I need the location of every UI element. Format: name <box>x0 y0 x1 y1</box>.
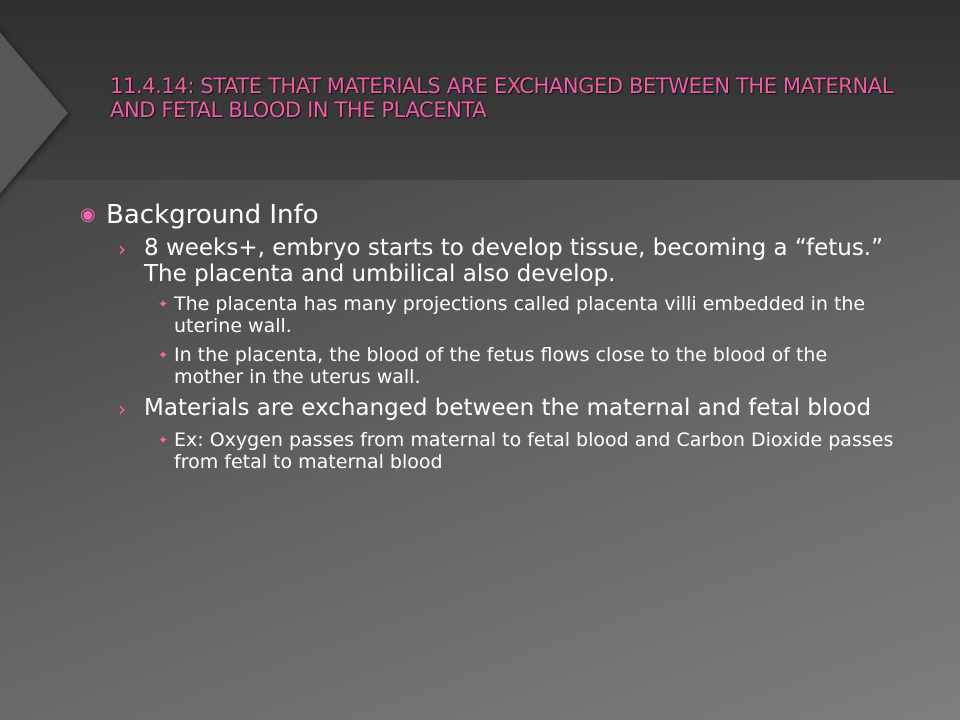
title-arrow-decoration <box>0 18 68 208</box>
heading-bullet <box>80 198 920 232</box>
diamond-icon: ✦ <box>158 348 169 362</box>
sub-list-item-text: The placenta has many projections called placenta villi embedded in the uterine wall. <box>174 293 866 337</box>
slide-title: 11.4.14: STATE THAT MATERIALS ARE EXCHANGED BETWEEN THE MATERNAL AND FETAL BLOOD IN THE PLACENTA <box>110 74 894 122</box>
sub-list-item-text: In the placenta, the blood of the fetus flows close to the blood of the mother in the uterus wall. <box>174 344 828 388</box>
chevron-right-icon: › <box>118 397 126 421</box>
sub-list-item <box>158 293 920 337</box>
list-item-text: Materials are exchanged between the maternal and fetal blood <box>144 395 872 421</box>
target-circle-icon: ◉ <box>80 204 96 225</box>
chevron-right-icon: › <box>118 237 126 261</box>
list-item <box>118 395 920 423</box>
heading-text: Background Info <box>106 200 319 230</box>
slide-body <box>80 198 920 480</box>
sub-list-item <box>158 429 920 473</box>
diamond-icon: ✦ <box>158 433 169 447</box>
diamond-icon: ✦ <box>158 297 169 311</box>
sub-list-item-text: Ex: Oxygen passes from maternal to fetal blood and Carbon Dioxide passes from fetal to maternal blood <box>174 429 894 473</box>
list-item-text: 8 weeks+, embryo starts to develop tissue, becoming a “fetus.” The placenta and umbilical also develop. <box>144 235 884 287</box>
sub-list-item <box>158 344 920 388</box>
list-item <box>118 235 920 287</box>
